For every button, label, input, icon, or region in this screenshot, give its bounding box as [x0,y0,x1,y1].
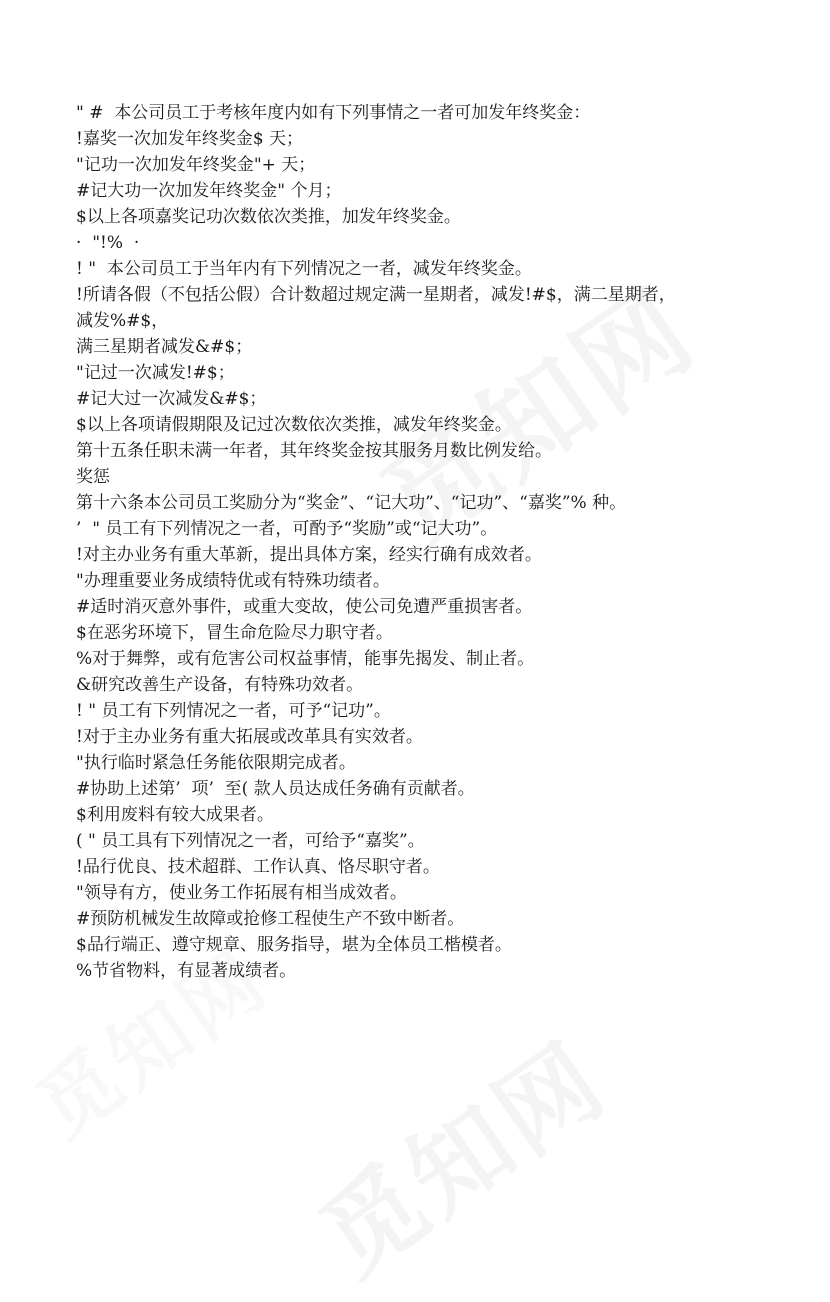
text-line: 第十六条本公司员工奖励分为“奖金”、“记大功”、“记功”、“嘉奖”% 种。 [76,493,627,513]
text-line: #适时消灭意外事件，或重大变故，使公司免遭严重损害者。 [76,597,533,617]
text-line: ! " 员工有下列情况之一者，可予“记功”。 [76,701,391,721]
text-line: $品行端正、遵守规章、服务指导，堪为全体员工楷模者。 [76,935,512,955]
text-line: ! " 本公司员工于当年内有下列情况之一者，减发年终奖金。 [76,259,532,279]
text-line: $在恶劣环境下，冒生命危险尽力职守者。 [76,623,393,643]
text-line: "记功一次加发年终奖金"+ 天； [76,155,316,175]
text-line: #预防机械发生故障或抢修工程使生产不致中断者。 [76,909,465,929]
text-line: #协助上述第’ 项’ 至( 款人员达成任务确有贡献者。 [76,779,475,799]
text-line: !嘉奖一次加发年终奖金$ 天； [76,129,304,149]
text-line: !品行优良、技术超群、工作认真、恪尽职守者。 [76,857,440,877]
document-body [76,100,776,984]
section-heading: 奖惩 [76,467,110,487]
text-line: !所请各假（不包括公假）合计数超过规定满一星期者，减发!#$，满二星期者， [76,285,676,305]
text-line: " # 本公司员工于考核年度内如有下列事情之一者可加发年终奖金： [76,103,591,123]
text-line: · "!% · [76,233,140,253]
text-line: ’ " 员工有下列情况之一者，可酌予“奖励”或“记大功”。 [76,519,498,539]
text-line: ( " 员工具有下列情况之一者，可给予“嘉奖”。 [76,831,425,851]
text-line: &研究改善生产设备，有特殊功效者。 [76,675,364,695]
text-line: !对主办业务有重大革新，提出具体方案，经实行确有成效者。 [76,545,542,565]
text-line: $以上各项嘉奖记功次数依次类推，加发年终奖金。 [76,207,461,227]
text-line: "办理重要业务成绩特优或有特殊功绩者。 [76,571,390,591]
text-line: #记大过一次减发&#$； [76,389,267,409]
text-line: 减发%#$， [76,311,169,331]
watermark [287,1002,630,1302]
text-line: %对于舞弊，或有危害公司权益事情，能事先揭发、制止者。 [76,649,535,669]
text-line: "记过一次减发!#$； [76,363,235,383]
text-line: %节省物料，有显著成绩者。 [76,961,297,981]
text-line: $利用废料有较大成果者。 [76,805,274,825]
text-line: "执行临时紧急任务能依限期完成者。 [76,753,356,773]
text-line: 满三星期者减发&#$； [76,337,253,357]
text-line: #记大功一次加发年终奖金" 个月； [76,181,342,201]
text-line: !对于主办业务有重大拓展或改革具有实效者。 [76,727,423,747]
text-line: "领导有方，使业务工作拓展有相当成效者。 [76,883,407,903]
text-line: 第十五条任职未满一年者，其年终奖金按其服务月数比例发给。 [76,441,552,461]
text-line: $以上各项请假期限及记过次数依次类推，减发年终奖金。 [76,415,512,435]
